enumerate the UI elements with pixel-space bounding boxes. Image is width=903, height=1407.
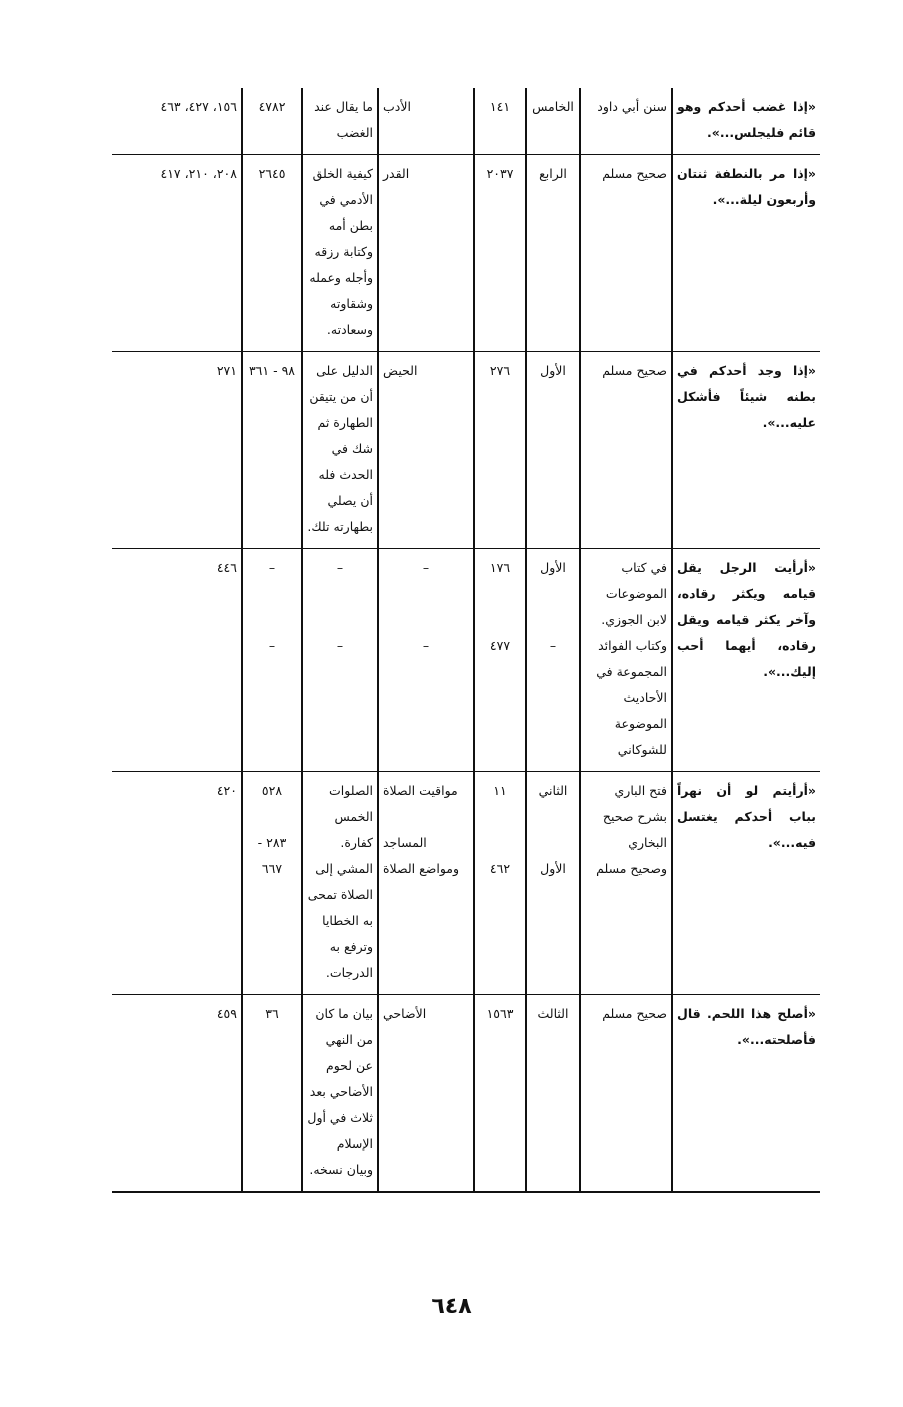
- thesis-pages: ٢٠٨، ٢١٠، ٤١٧: [112, 155, 242, 352]
- chapter-title-b: المشي إلى الصلاة تمحى به الخطايا وترفع به الدرجات.: [307, 861, 373, 980]
- thesis-pages: ٤٥٩: [112, 995, 242, 1193]
- hadith-text: «إذا وجد أحدكم في بطنه شيئاً فأشكل عليه...».: [672, 352, 820, 549]
- source-book-b: وكتاب الفوائد المجموعة في الأحاديث الموضوعة للشوكاني: [596, 638, 667, 757]
- table-row: [112, 155, 820, 352]
- hadith-text: «إذا مر بالنطفة ثنتان وأربعون ليلة...».: [672, 155, 820, 352]
- page-in-source-a: ١٧٦: [489, 560, 511, 575]
- page-in-source: [474, 549, 526, 772]
- chapter-title: كيفية الخلق الأدمي في بطن أمه وكتابة رزقه وأجله وعمله وشقاوته وسعادته.: [302, 155, 378, 352]
- volume-part: [526, 549, 580, 772]
- page-in-source: [474, 772, 526, 995]
- source-book-b: وصحيح مسلم: [596, 861, 667, 876]
- table-row: [112, 88, 820, 155]
- source-book: صحيح مسلم: [580, 155, 672, 352]
- page-in-source-b: ٤٦٢: [489, 861, 511, 876]
- source-book-a: فتح الباري بشرح صحيح البخاري: [602, 783, 667, 850]
- chapter-title: ما يقال عند الغضب: [302, 88, 378, 155]
- page-in-source: ١٤١: [474, 88, 526, 155]
- thesis-pages: ٤٢٠: [112, 772, 242, 995]
- chapter-title-a: –: [336, 560, 344, 575]
- volume-part: الخامس: [526, 88, 580, 155]
- hadith-number-b: –: [268, 638, 276, 653]
- hadith-number: ٩٨ - ٣٦١: [242, 352, 302, 549]
- table-row: [112, 549, 820, 772]
- hadith-number-a: –: [268, 560, 276, 575]
- book-section: [378, 549, 474, 772]
- hadith-text: «أرأيتم لو أن نهراً بباب أحدكم يغتسل فيه...».: [672, 772, 820, 995]
- hadith-number: [242, 549, 302, 772]
- volume-part-a: الأول: [540, 560, 566, 575]
- chapter-title: [302, 549, 378, 772]
- page-in-source: ١٥٦٣: [474, 995, 526, 1193]
- page-in-source: ٢٠٣٧: [474, 155, 526, 352]
- page-in-source-b: ٤٧٧: [489, 638, 511, 653]
- hadith-number: ٣٦: [242, 995, 302, 1193]
- book-section: الأدب: [378, 88, 474, 155]
- page-number: ٦٤٨: [431, 1294, 472, 1319]
- volume-part-b: الأول: [540, 861, 566, 876]
- hadith-number: ٤٧٨٢: [242, 88, 302, 155]
- book-section: [378, 772, 474, 995]
- source-book: صحيح مسلم: [580, 352, 672, 549]
- source-book: سنن أبي داود: [580, 88, 672, 155]
- page-in-source-a: ١١: [493, 783, 507, 798]
- hadith-text: «أصلح هذا اللحم. قال فأصلحته...».: [672, 995, 820, 1193]
- source-book-a: في كتاب الموضوعات لابن الجوزي.: [601, 560, 667, 627]
- book-section-b: –: [422, 638, 430, 653]
- table-row: [112, 995, 820, 1193]
- chapter-title: [302, 772, 378, 995]
- book-section-a: –: [422, 560, 430, 575]
- book-section-b: المساجد ومواضع الصلاة: [383, 835, 460, 876]
- volume-part: [526, 772, 580, 995]
- hadith-number: [242, 772, 302, 995]
- source-book: [580, 772, 672, 995]
- thesis-pages: ٤٤٦: [112, 549, 242, 772]
- book-section: القدر: [378, 155, 474, 352]
- book-section: الحيض: [378, 352, 474, 549]
- table-row: [112, 772, 820, 995]
- source-book: صحيح مسلم: [580, 995, 672, 1193]
- thesis-pages: ٢٧١: [112, 352, 242, 549]
- book-section-a: مواقيت الصلاة: [383, 783, 458, 798]
- chapter-title: الدليل على أن من يتيقن الطهارة ثم شك في الحدث فله أن يصلي بطهارته تلك.: [302, 352, 378, 549]
- book-section: الأضاحي: [378, 995, 474, 1193]
- chapter-title: بيان ما كان من النهي عن لحوم الأضاحي بعد ثلاث في أول الإسلام وبيان نسخه.: [302, 995, 378, 1193]
- hadith-text: «أرأيت الرجل يقل قيامه ويكثر رقاده، وآخر يكثر قيامه ويقل رقاده، أيهما أحب إليك...».: [672, 549, 820, 772]
- volume-part: الثالث: [526, 995, 580, 1193]
- hadith-number-a: ٥٢٨: [261, 783, 283, 798]
- chapter-title-b: –: [336, 638, 344, 653]
- volume-part-a: الثاني: [538, 783, 568, 798]
- table-row: [112, 352, 820, 549]
- chapter-title-a: الصلوات الخمس كفارة.: [329, 783, 373, 850]
- volume-part: الرابع: [526, 155, 580, 352]
- page-in-source: ٢٧٦: [474, 352, 526, 549]
- index-table: [112, 88, 820, 1193]
- volume-part: الأول: [526, 352, 580, 549]
- hadith-number: ٢٦٤٥: [242, 155, 302, 352]
- hadith-number-b: ٢٨٣ - ٦٦٧: [257, 835, 287, 876]
- thesis-pages: ١٥٦، ٤٢٧، ٤٦٣: [112, 88, 242, 155]
- volume-part-b: –: [549, 638, 557, 653]
- hadith-text: «إذا غضب أحدكم وهو قائم فليجلس...».: [672, 88, 820, 155]
- source-book: [580, 549, 672, 772]
